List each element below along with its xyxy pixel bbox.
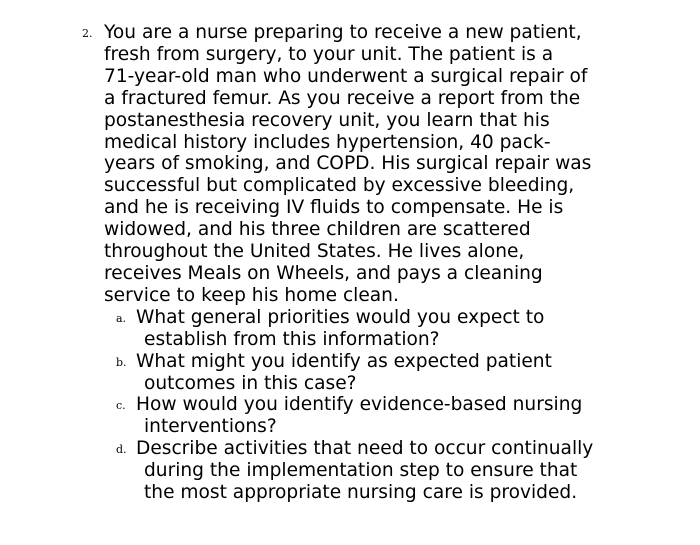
subquestion-line: during the implementation step to ensure that: [144, 460, 578, 482]
subquestion-line: [116, 438, 682, 460]
question-line: a fractured femur. As you receive a report from the: [104, 87, 581, 109]
question-text: You are a nurse preparing to receive a new patient,: [104, 22, 582, 43]
subquestion-b: [116, 351, 682, 395]
subquestion-label: c.: [116, 399, 126, 413]
question-number: 2.: [82, 27, 93, 40]
subquestion-text: What might you identify as expected patient: [136, 350, 552, 372]
subquestion-label: a.: [116, 311, 127, 325]
subquestion-line: interventions?: [144, 416, 277, 438]
subquestion-line: establish from this information?: [144, 328, 440, 350]
subquestion-line: [116, 394, 682, 416]
subquestion-text: What general priorities would you expect to: [136, 306, 545, 328]
question-line: postanesthesia recovery unit, you learn that his: [104, 109, 550, 131]
question-line: throughout the United States. He lives alone,: [104, 241, 525, 263]
question-line: [82, 22, 682, 44]
subquestion-c: [116, 394, 682, 438]
question-line: successful but complicated by excessive bleeding,: [104, 175, 575, 197]
subquestion-line: the most appropriate nursing care is provided.: [144, 482, 578, 504]
subquestion-line: [116, 307, 682, 329]
subquestion-label: d.: [116, 443, 127, 457]
subquestion-label: b.: [116, 355, 127, 369]
question-2: [82, 22, 682, 504]
question-line: widowed, and his three children are scattered: [104, 219, 531, 241]
question-line: years of smoking, and COPD. His surgical repair was: [104, 153, 592, 175]
question-line: receives Meals on Wheels, and pays a cleaning: [104, 262, 543, 284]
subquestion-line: outcomes in this case?: [144, 372, 357, 394]
question-line: service to keep his home clean.: [104, 284, 399, 306]
subquestion-text: Describe activities that need to occur continually: [136, 438, 594, 460]
subquestion-d: [116, 438, 682, 504]
question-line: medical history includes hypertension, 40 pack-: [104, 131, 551, 153]
subquestion-a: [116, 307, 682, 351]
question-line: and he is receiving IV fluids to compensate. He is: [104, 197, 564, 219]
question-line: fresh from surgery, to your unit. The patient is a: [104, 43, 554, 65]
subquestion-text: How would you identify evidence-based nursing: [136, 394, 583, 416]
subquestion-line: [116, 351, 682, 373]
question-line: 71-year-old man who underwent a surgical repair of: [104, 65, 588, 87]
